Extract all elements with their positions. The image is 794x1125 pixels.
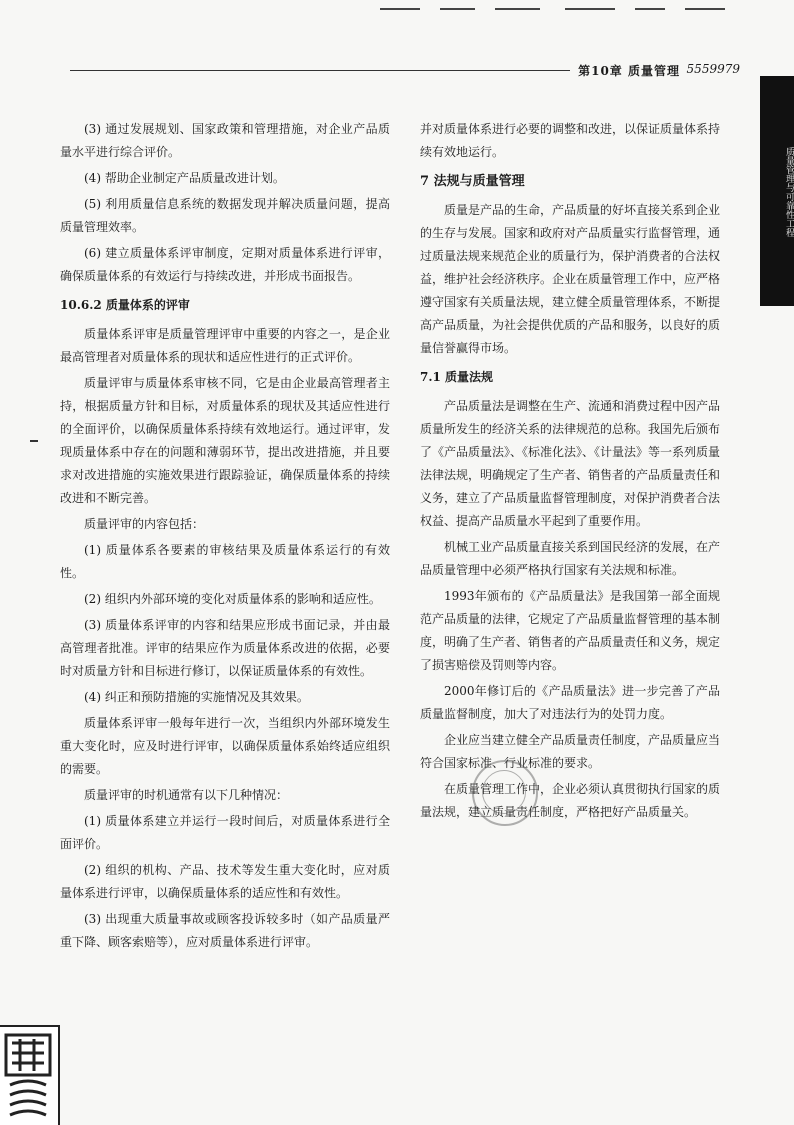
publisher-logo [0, 1025, 60, 1125]
body-paragraph: (4) 帮助企业制定产品质量改进计划。 [84, 171, 285, 185]
ink-stamp-mark [472, 760, 538, 826]
running-header [70, 60, 740, 80]
chapter-title: 第10章 质量管理 [578, 64, 680, 78]
body-paragraph: (6) 建立质量体系评审制度，定期对质量体系进行评审，确保质量体系的有效运行与持续改进，并形成书面报告。 [60, 246, 390, 283]
body-paragraph: 质量是产品的生命，产品质量的好坏直接关系到企业的生存与发展。国家和政府对产品质量实行监督管理，通过质量法规来规范企业的质量行为，保护消费者的合法权益，维护社会经济秩序。企业在质量管理工作中，应严格遵守国家有关质量法规，建立健全质量管理体系，不断提高产品质量，为社会提供优质的产品和服务，以良好的质量信誉赢得市场。 [420, 203, 721, 355]
body-paragraph: (3) 通过发展规划、国家政策和管理措施，对企业产品质量水平进行综合评价。 [60, 122, 390, 159]
logo-glyph-icon [4, 1033, 52, 1119]
right-column [420, 118, 720, 827]
header-rule [70, 70, 570, 71]
body-paragraph: 质量体系评审一般每年进行一次，当组织内外部环境发生重大变化时，应及时进行评审，以确保质量体系始终适应组织的需要。 [60, 716, 390, 776]
body-paragraph: 1993年颁布的《产品质量法》是我国第一部全面规范产品质量的法律，它规定了产品质量监督管理的基本制度，明确了生产者、销售者的产品质量责任和义务，规定了损害赔偿及罚则等内容。 [420, 589, 721, 672]
left-column [60, 118, 390, 957]
body-paragraph: 并对质量体系进行必要的调整和改进，以保证质量体系持续有效地运行。 [420, 122, 721, 159]
body-paragraph: 质量评审的时机通常有以下几种情况： [84, 788, 289, 802]
page-number: 5559979 [686, 62, 740, 76]
body-paragraph: (2) 组织内外部环境的变化对质量体系的影响和适应性。 [84, 592, 381, 606]
body-paragraph: (4) 纠正和预防措施的实施情况及其效果。 [84, 690, 309, 704]
body-paragraph: 在质量管理工作中，企业必须认真贯彻执行国家的质量法规，建立质量责任制度，严格把好产品质量关。 [420, 782, 721, 819]
body-paragraph: (5) 利用质量信息系统的数据发现并解决质量问题，提高质量管理效率。 [60, 197, 390, 234]
body-paragraph: (1) 质量体系各要素的审核结果及质量体系运行的有效性。 [60, 543, 390, 580]
section-heading: 7 法规与质量管理 [420, 174, 525, 189]
side-tab-label: 质量管理与可靠性工程 [784, 147, 794, 237]
body-paragraph: 企业应当建立健全产品质量责任制度，产品质量应当符合国家标准、行业标准的要求。 [420, 733, 721, 770]
section-heading: 10.6.2 质量体系的评审 [60, 298, 190, 312]
body-paragraph: (3) 出现重大质量事故或顾客投诉较多时（如产品质量严重下降、顾客索赔等），应对质量体系进行评审。 [60, 912, 390, 949]
top-scan-rules [380, 8, 780, 12]
side-thumb-tab [760, 76, 794, 306]
body-paragraph: 产品质量法是调整在生产、流通和消费过程中因产品质量所发生的经济关系的法律规范的总称。我国先后颁布了《产品质量法》、《标准化法》、《计量法》等一系列质量法律法规，明确规定了生产者、销售者的产品质量责任和义务，建立了产品质量监督管理制度，对保护消费者合法权益、提高产品质量水平起到了重要作用。 [420, 399, 721, 528]
body-paragraph: (2) 组织的机构、产品、技术等发生重大变化时，应对质量体系进行评审，以确保质量体系的适应性和有效性。 [60, 863, 390, 900]
body-paragraph: 机械工业产品质量直接关系到国民经济的发展，在产品质量管理中必须严格执行国家有关法规和标准。 [420, 540, 721, 577]
section-heading: 7.1 质量法规 [420, 370, 494, 384]
body-paragraph: (3) 质量体系评审的内容和结果应形成书面记录，并由最高管理者批准。评审的结果应作为质量体系改进的依据，必要时对质量方针和目标进行修订，以保证质量体系的有效性。 [60, 618, 390, 678]
margin-marker [30, 440, 38, 442]
body-paragraph: 质量体系评审是质量管理评审中重要的内容之一，是企业最高管理者对质量体系的现状和适应性进行的正式评价。 [60, 327, 390, 364]
body-paragraph: 2000年修订后的《产品质量法》进一步完善了产品质量监督制度，加大了对违法行为的处罚力度。 [420, 684, 720, 721]
body-paragraph: 质量评审与质量体系审核不同，它是由企业最高管理者主持，根据质量方针和目标，对质量体系的现状及其适应性进行的全面评价，以确保质量体系持续有效地运行。通过评审，发现质量体系中存在的问题和薄弱环节，提出改进措施，并且要求对改进措施的实施效果进行跟踪验证，确保质量体系的持续改进和不断完善。 [60, 376, 390, 505]
body-paragraph: (1) 质量体系建立并运行一段时间后，对质量体系进行全面评价。 [60, 814, 390, 851]
body-paragraph: 质量评审的内容包括： [84, 517, 205, 531]
